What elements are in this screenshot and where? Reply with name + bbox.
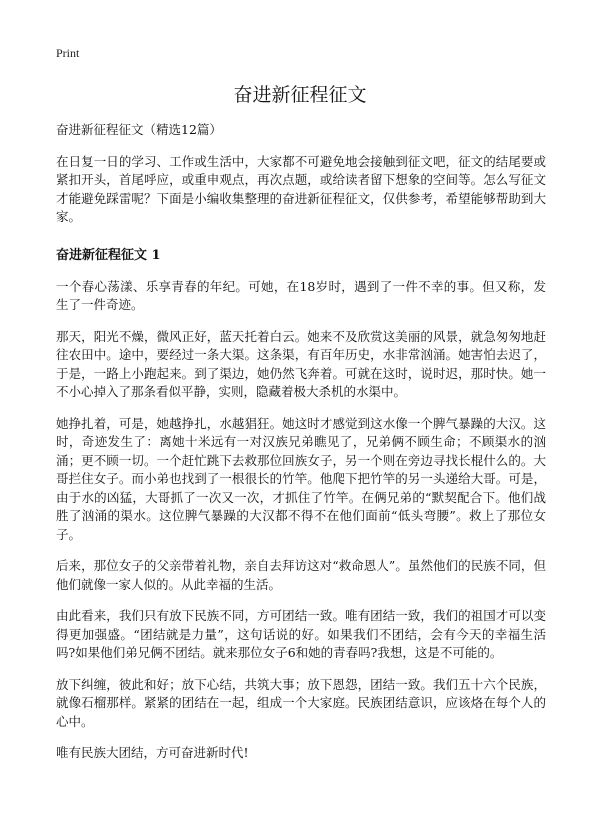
print-link[interactable]: Print: [56, 46, 80, 60]
body-paragraph-4: 后来，那位女子的父亲带着礼物，亲自去拜访这对“救命恩人”。虽然他们的民族不同，但他们就像一家人似的。从此幸福的生活。: [56, 558, 546, 592]
document-body: [56, 121, 546, 776]
body-paragraph-7: 唯有民族大团结，方可奋进新时代!: [56, 745, 249, 760]
intro-paragraph: 在日复一日的学习、工作或生活中，大家都不可避免地会接触到征文吧，征文的结尾要或紧扣开头，首尾呼应，或重申观点，再次点题，或给读者留下想象的空间等。怎么写征文才能避免踩雷呢？下面是小编收集整理的奋进新征程征文，仅供参考，希望能够帮助到大家。: [56, 153, 546, 224]
body-paragraph-6: 放下纠缠，彼此和好；放下心结，共筑大事；放下恩怨，团结一致。我们五十六个民族，就像石榴那样。紧紧的团结在一起，组成一个大家庭。民族团结意识，应该烙在每个人的心中。: [56, 676, 546, 729]
document-title: 奋进新征程征文: [233, 84, 367, 106]
body-paragraph-1: 一个春心荡漾、乐享青春的年纪。可她，在18岁时，遇到了一件不幸的事。但又称，发生了一件奇迹。: [56, 278, 546, 312]
document-subtitle: 奋进新征程征文（精选12篇）: [56, 122, 222, 137]
body-paragraph-5: 由此看来，我们只有放下民族不同，方可团结一致。唯有团结一致，我们的祖国才可以变得更加强盛。“团结就是力量”，这句话说的好。如果我们不团结，会有今天的幸福生活吗?如果他们弟兄俩不团结。就来那位女子6和她的青春吗?我想，这是不可能的。: [56, 608, 546, 660]
section-heading: 奋进新征程征文 1: [56, 247, 161, 263]
body-paragraph-2: 那天，阳光不燥，微风正好，蓝天托着白云。她来不及欣赏这美丽的风景，就急匆匆地赶往农田中。途中，要经过一条大渠。这条渠，有百年历史，水非常汹涌。她害怕去迟了，于是，一路上小跑起来。到了渠边，她仍然飞奔着。可就在这时，说时迟，那时快。她一不小心掉入了那条看似平静，实则，隐藏着极大杀机的水渠中。: [56, 328, 546, 399]
body-paragraph-3: 她挣扎着，可是，她越挣扎，水越猖狂。她这时才感觉到这水像一个脾气暴躁的大汉。这时，奇迹发生了：离她十米远有一对汉族兄弟瞧见了，兄弟俩不顾生命；不顾渠水的汹涌；更不顾一切。一个赶忙跳下去救那位回族女子，另一个则在旁边寻找长棍什么的。大哥拦住女子。而小弟也找到了一根很长的竹竿。他爬下把竹竿的另一头递给大哥。可是，由于水的凶猛，大哥抓了一次又一次，才抓住了竹竿。在俩兄弟的“默契配合下。他们战胜了汹涌的渠水。这位脾气暴躁的大汉都不得不在他们面前“低头弯腰”。救上了那位女子。: [56, 415, 546, 542]
